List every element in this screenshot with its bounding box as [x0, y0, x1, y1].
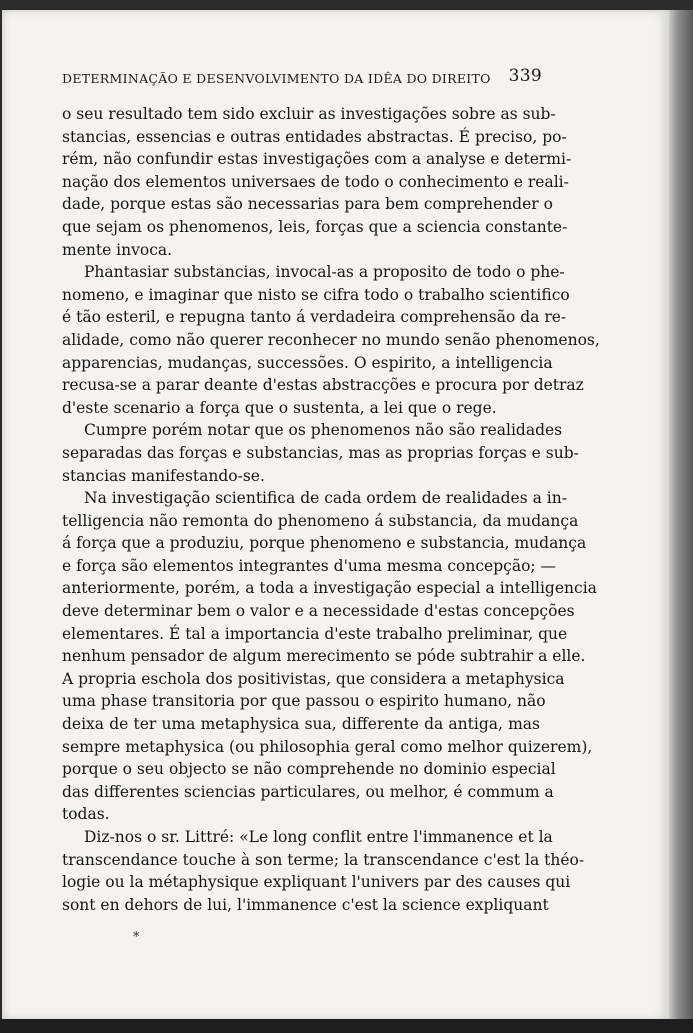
text-line: A propria eschola dos positivistas, que considera a metaphysica: [62, 669, 565, 688]
text-line: que sejam os phenomenos, leis, forças que a sciencia constante-: [62, 217, 568, 236]
text-line: Diz-nos o sr. Littré: «Le long conflit entre l'immanence et la: [84, 828, 553, 846]
text-line: Cumpre porém notar que os phenomenos não são realidades: [84, 421, 563, 440]
text-line: d'este scenario a força que o sustenta, a lei que o rege.: [62, 398, 497, 417]
running-header: [62, 68, 542, 90]
text-line: Na investigação scientifica de cada ordem de realidades a in-: [84, 489, 567, 508]
text-line: nação dos elementos universaes de todo o conhecimento e reali-: [62, 172, 569, 191]
running-title: DETERMINAÇÃO E DESENVOLVIMENTO DA IDÊA DO DIREITO: [62, 71, 491, 86]
text-line: nomeno, e imaginar que nisto se cifra todo o trabalho scientifico: [62, 285, 570, 304]
text-line: anteriormente, porém, a toda a investigação especial a intelligencia: [62, 579, 597, 598]
text-line: logie ou la métaphysique expliquant l'univers par des causes qui: [62, 873, 571, 892]
text-line: á força que a produziu, porque phenomeno e substancia, mudança: [62, 534, 587, 553]
text-line: elementares. É tal a importancia d'este trabalho preliminar, que: [62, 624, 568, 643]
footer-mark: *: [133, 930, 140, 945]
text-line: recusa-se a parar deante d'estas abstracções e procura por detraz: [62, 376, 584, 395]
text-line: e força são elementos integrantes d'uma mesma concepção; —: [62, 556, 557, 575]
text-line: Phantasiar substancias, invocal-as a proposito de todo o phe-: [84, 263, 565, 282]
text-line: o seu resultado tem sido excluir as investigações sobre as sub-: [62, 105, 556, 123]
page-edge-shadow: [669, 10, 693, 1020]
text-line: deve determinar bem o valor e a necessidade d'estas concepções: [62, 602, 575, 621]
text-line: separadas das forças e substancias, mas as proprias forças e sub-: [62, 443, 579, 462]
text-line: dade, porque estas são necessarias para bem comprehender o: [62, 195, 553, 214]
text-line: sont en dehors de lui, l'immanence c'est la science expliquant: [62, 895, 549, 914]
text-line: transcendance touche à son terme; la transcendance c'est la théo-: [62, 850, 585, 869]
text-line: alidade, como não querer reconhecer no mundo senão phenomenos,: [62, 330, 600, 349]
page-number: 339: [508, 66, 542, 86]
text-line: rém, não confundir estas investigações com a analyse e determi-: [62, 150, 572, 169]
text-line: apparencias, mudanças, successões. O espirito, a intelligencia: [62, 353, 553, 372]
scanner-bottom-bar: [0, 1019, 693, 1033]
text-line: é tão esteril, e repugna tanto á verdadeira comprehensão da re-: [62, 308, 567, 327]
text-line: todas.: [62, 805, 110, 824]
body-text: [62, 103, 600, 916]
text-line: telligencia não remonta do phenomeno á substancia, da mudança: [62, 511, 579, 530]
text-line: das differentes sciencias particulares, ou melhor, é commum a: [62, 782, 554, 801]
text-line: sempre metaphysica (ou philosophia geral como melhor quizerem),: [62, 737, 593, 756]
text-line: deixa de ter uma metaphysica sua, differente da antiga, mas: [62, 715, 540, 734]
text-line: uma phase transitoria por que passou o espirito humano, não: [62, 692, 546, 711]
text-line: mente invoca.: [62, 240, 173, 259]
text-line: stancias manifestando-se.: [62, 466, 265, 485]
text-line: stancias, essencias e outras entidades abstractas. É preciso, po-: [62, 127, 567, 146]
text-line: porque o seu objecto se não comprehende no dominio especial: [62, 760, 556, 779]
text-line: nenhum pensador de algum merecimento se póde subtrahir a elle.: [62, 647, 586, 666]
